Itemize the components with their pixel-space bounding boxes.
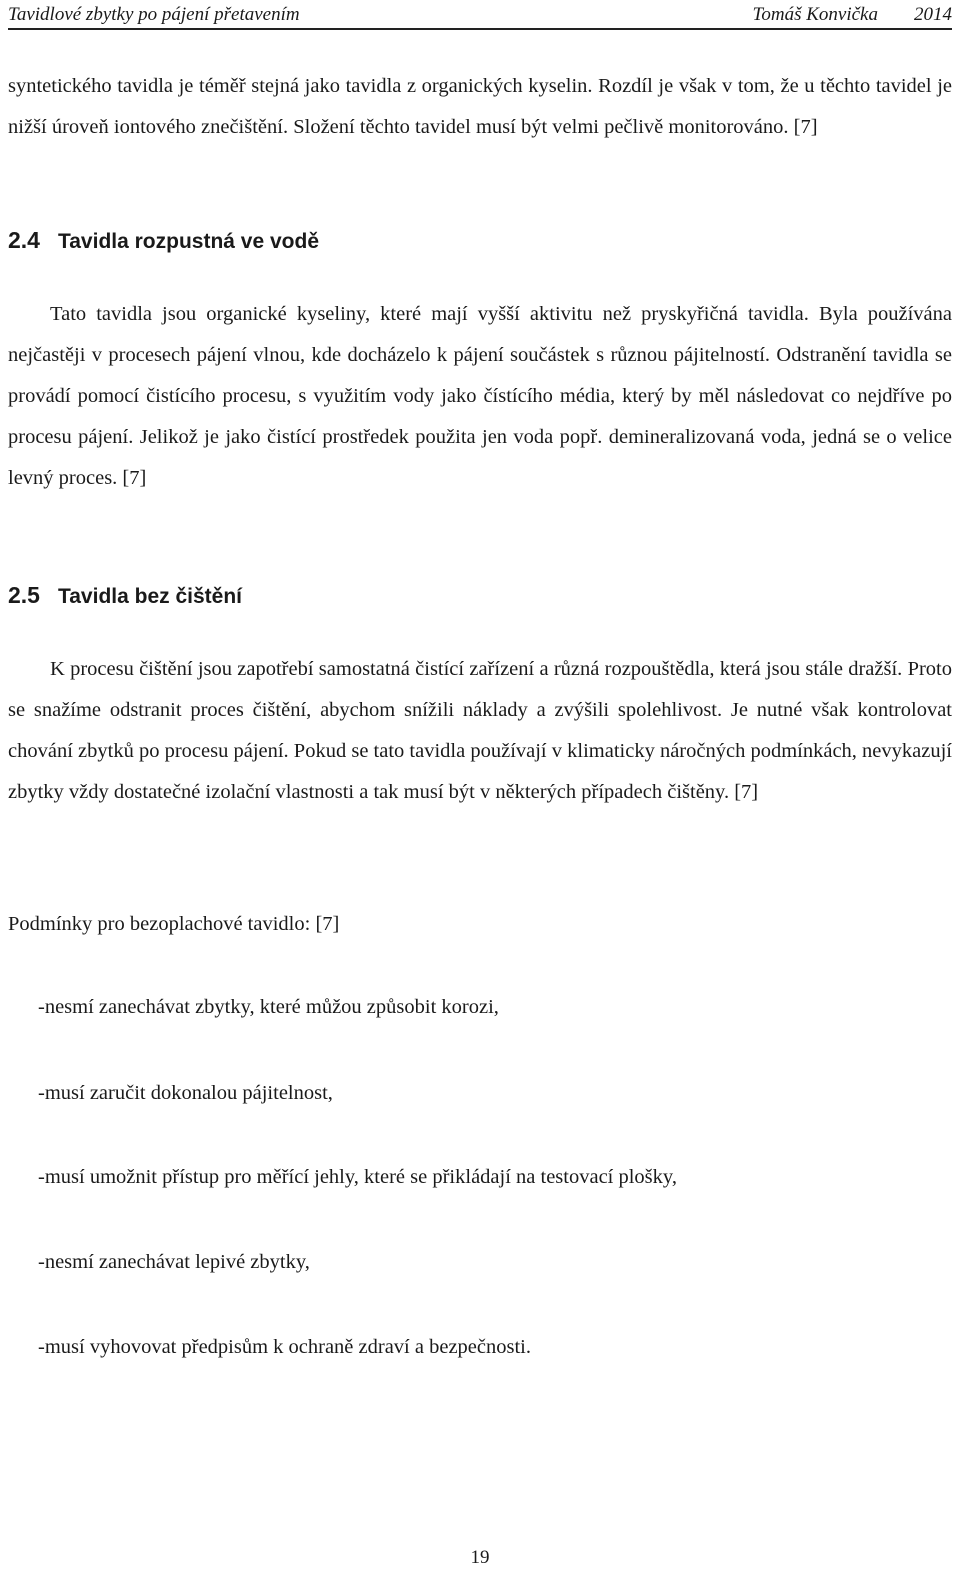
list-item: -nesmí zanechávat lepivé zbytky, [38, 1251, 310, 1273]
page-header [8, 4, 952, 30]
list-item: -nesmí zanechávat zbytky, které můžou způsobit korozi, [38, 996, 499, 1018]
section-title: Tavidla bez čištění [57, 585, 242, 608]
list-item: -musí zaručit dokonalou pájitelnost, [38, 1082, 333, 1104]
page-number: 19 [470, 1547, 490, 1568]
section-title: Tavidla rozpustná ve vodě [57, 230, 319, 253]
section-heading-2-4 [8, 227, 319, 254]
list-item: -musí umožnit přístup pro měřící jehly, které se přikládají na testovací plošky, [38, 1166, 677, 1188]
conditions-intro: Podmínky pro bezoplachové tavidlo: [7] [8, 913, 340, 935]
header-year: 2014 [914, 4, 952, 25]
section-2-5-paragraph: K procesu čištění jsou zapotřebí samostatná čistící zařízení a různá rozpouštědla, která jsou stále dražší. Proto se snažíme odstranit proces čištění, abychom snížili náklady a zvýšili spolehlivost. Je nutné však kontrolovat chování zbytků po procesu pájení. Pokud se tato tavidla používají v klimaticky náročných podmínkách, nevykazují zbytky vždy dostatečné izolační vlastnosti a tak musí být v některých případech čištěny. [7] [8, 658, 952, 803]
section-number: 2.4 [8, 227, 40, 253]
section-heading-2-5 [8, 582, 242, 609]
header-title: Tavidlové zbytky po pájení přetavením [8, 4, 300, 25]
section-number: 2.5 [8, 582, 40, 608]
intro-paragraph: syntetického tavidla je téměř stejná jako tavidla z organických kyselin. Rozdíl je však v tom, že u těchto tavidel je nižší úroveň iontového znečištění. Složení těchto tavidel musí být velmi pečlivě monitorováno. [7] [8, 75, 952, 138]
list-item: -musí vyhovovat předpisům k ochraně zdraví a bezpečnosti. [38, 1336, 531, 1358]
section-2-4-paragraph: Tato tavidla jsou organické kyseliny, které mají vyšší aktivitu než pryskyřičná tavidla. Byla používána nejčastěji v procesech pájení vlnou, kde docházelo k pájení součástek s různou pájitelností. Odstranění tavidla se provádí pomocí čistícího procesu, s využitím vody jako čístícího média, který by měl následovat co nejdříve po procesu pájení. Jelikož je jako čistící prostředek použita jen voda popř. demineralizovaná voda, jedná se o velice levný proces. [7] [8, 303, 952, 489]
header-meta [717, 4, 952, 26]
header-author: Tomáš Konvička [752, 4, 878, 25]
